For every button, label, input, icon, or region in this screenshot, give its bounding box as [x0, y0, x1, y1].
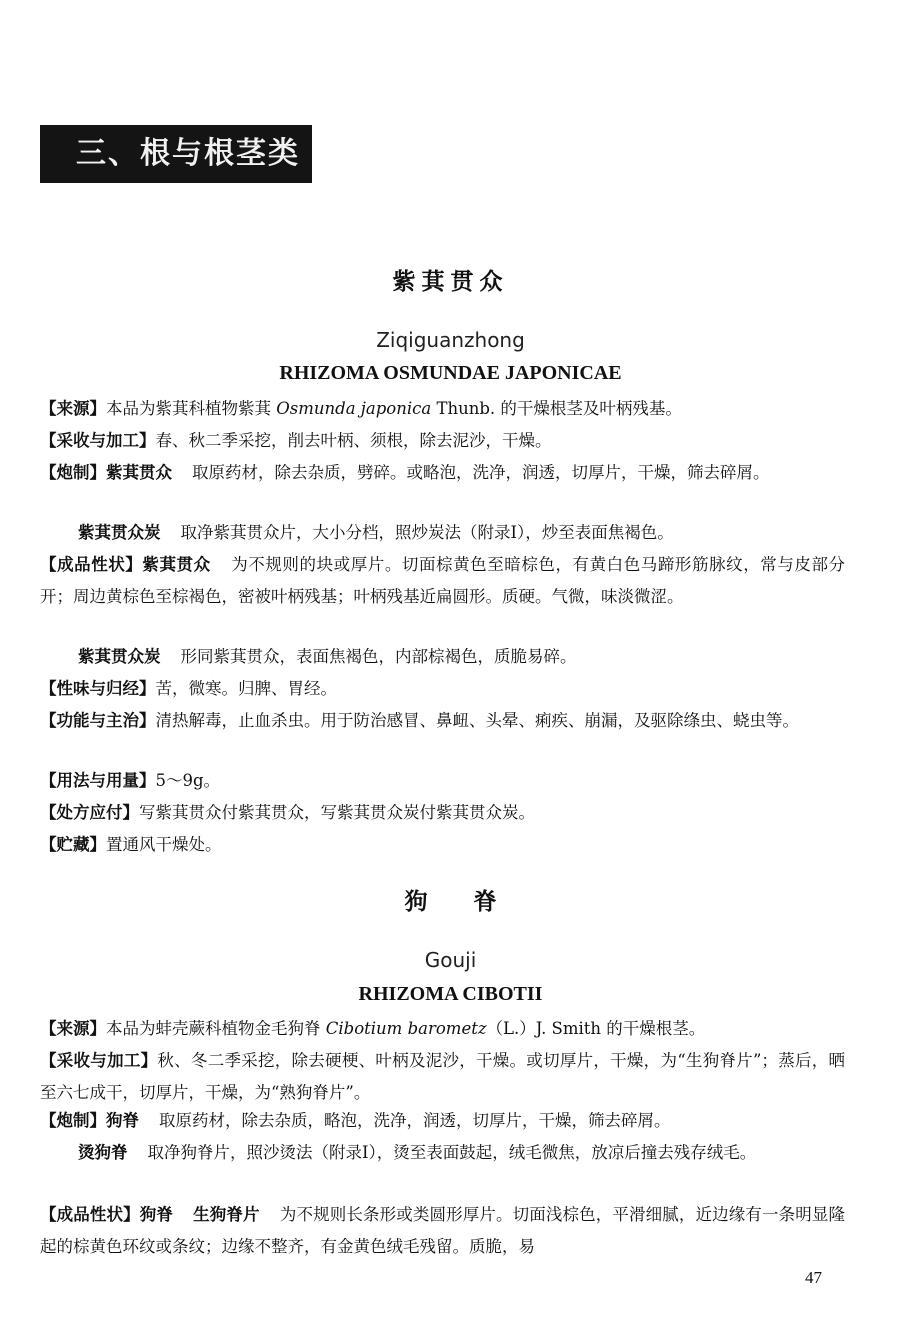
processing-sub-name: 紫萁贯众 — [106, 463, 172, 482]
source-label: 【来源】 — [40, 1019, 106, 1038]
processing2-text: 取净狗脊片，照沙烫法（附录Ⅰ），烫至表面鼓起，绒毛微焦，放凉后撞去残存绒毛。 — [147, 1143, 757, 1162]
properties-sub-name: 狗脊 — [139, 1205, 174, 1224]
page-number: 47 — [805, 1268, 822, 1287]
nature-text: 苦，微寒。归脾、胃经。 — [155, 679, 337, 698]
function-text: 清热解毒，止血杀虫。用于防治感冒、鼻衄、头晕、痢疾、崩漏，及驱除绦虫、蛲虫等。 — [155, 711, 799, 730]
properties-sub-name-2: 生狗脊片 — [193, 1205, 260, 1224]
scientific-name: Cibotium barometz — [325, 1019, 487, 1038]
entry-title-latin: RHIZOMA CIBOTII — [358, 983, 543, 1005]
entry-title-pinyin: Gouji — [424, 948, 477, 972]
source-paragraph — [40, 1013, 845, 1045]
processing2-sub-name: 烫狗脊 — [78, 1143, 128, 1162]
dosage-paragraph — [40, 765, 845, 797]
nature-label: 【性味与归经】 — [40, 679, 156, 698]
harvest-label: 【采收与加工】 — [40, 431, 156, 450]
prescription-text: 写紫萁贯众付紫萁贯众，写紫萁贯众炭付紫萁贯众炭。 — [139, 803, 535, 822]
properties-text: 为不规则的块或厚片。切面棕黄色至暗棕色，有黄白色马蹄形筋脉纹，常与皮部分开；周边黄棕色至棕褐色，密被叶柄残基；叶柄残基近扁圆形。质硬。气微，味淡微涩。 — [40, 555, 846, 606]
properties2-text: 形同紫萁贯众，表面焦褐色，内部棕褐色，质脆易碎。 — [180, 647, 577, 666]
function-paragraph — [40, 705, 845, 737]
processing-text: 取原药材，除去杂质，劈碎。或略泡，洗净，润透，切厚片，干燥，筛去碎屑。 — [192, 463, 770, 482]
section-banner: 三、根与根茎类 — [40, 125, 312, 183]
entry-title-latin: RHIZOMA OSMUNDAE JAPONICAE — [279, 362, 622, 384]
prescription-label: 【处方应付】 — [40, 803, 139, 822]
storage-paragraph — [40, 829, 845, 861]
properties-paragraph — [40, 549, 845, 613]
entry-title-cn: 紫萁贯众 — [392, 269, 509, 295]
processing-paragraph — [40, 457, 845, 489]
harvest-label: 【采收与加工】 — [40, 1051, 158, 1070]
properties-sub-name: 紫萁贯众 — [142, 555, 211, 574]
processing2-text: 取净紫萁贯众片，大小分档，照炒炭法（附录Ⅰ），炒至表面焦褐色。 — [180, 523, 674, 542]
dosage-label: 【用法与用量】 — [40, 771, 156, 790]
processing-text: 取原药材，除去杂质，略泡，洗净，润透，切厚片，干燥，筛去碎屑。 — [159, 1111, 671, 1130]
properties-text: 为不规则长条形或类圆形厚片。切面浅棕色，平滑细腻，近边缘有一条明显隆起的棕黄色环纹或条纹；边缘不整齐，有金黄色绒毛残留。质脆，易 — [40, 1205, 846, 1256]
processing-paragraph — [40, 1105, 845, 1137]
source-text: 本品为紫萁科植物紫萁 — [106, 399, 277, 418]
properties-label: 【成品性状】 — [40, 1205, 140, 1224]
processing2-paragraph — [40, 517, 845, 549]
harvest-text: 春、秋二季采挖，削去叶柄、须根，除去泥沙，干燥。 — [155, 431, 552, 450]
properties-label: 【成品性状】 — [40, 555, 143, 574]
scientific-name: Osmunda japonica — [276, 399, 432, 418]
source-label: 【来源】 — [40, 399, 106, 418]
function-label: 【功能与主治】 — [40, 711, 156, 730]
nature-paragraph — [40, 673, 845, 705]
dosage-text: 5～9g。 — [155, 771, 221, 790]
processing-label: 【炮制】 — [40, 1111, 106, 1130]
source-text-tail: （L.）J. Smith 的干燥根茎。 — [486, 1019, 706, 1038]
properties-paragraph — [40, 1199, 845, 1263]
entry-title-cn: 狗 脊 — [404, 889, 497, 915]
source-paragraph — [40, 393, 845, 425]
prescription-paragraph — [40, 797, 845, 829]
processing-sub-name: 狗脊 — [106, 1111, 139, 1130]
processing2-sub-name: 紫萁贯众炭 — [78, 523, 161, 542]
harvest-text: 秋、冬二季采挖，除去硬梗、叶柄及泥沙，干燥。或切厚片，干燥，为“生狗脊片”；蒸后，晒至六七成干，切厚片，干燥，为“熟狗脊片”。 — [40, 1051, 846, 1102]
source-text-tail: Thunb. 的干燥根茎及叶柄残基。 — [431, 399, 682, 418]
harvest-paragraph — [40, 425, 845, 457]
source-text: 本品为蚌壳蕨科植物金毛狗脊 — [106, 1019, 326, 1038]
storage-label: 【贮藏】 — [40, 835, 106, 854]
processing-label: 【炮制】 — [40, 463, 106, 482]
processing2-paragraph — [40, 1137, 845, 1169]
harvest-paragraph — [40, 1045, 845, 1109]
properties2-sub-name: 紫萁贯众炭 — [78, 647, 161, 666]
storage-text: 置通风干燥处。 — [106, 835, 222, 854]
entry-title-pinyin: Ziqiguanzhong — [376, 328, 525, 352]
properties2-paragraph — [40, 641, 845, 673]
